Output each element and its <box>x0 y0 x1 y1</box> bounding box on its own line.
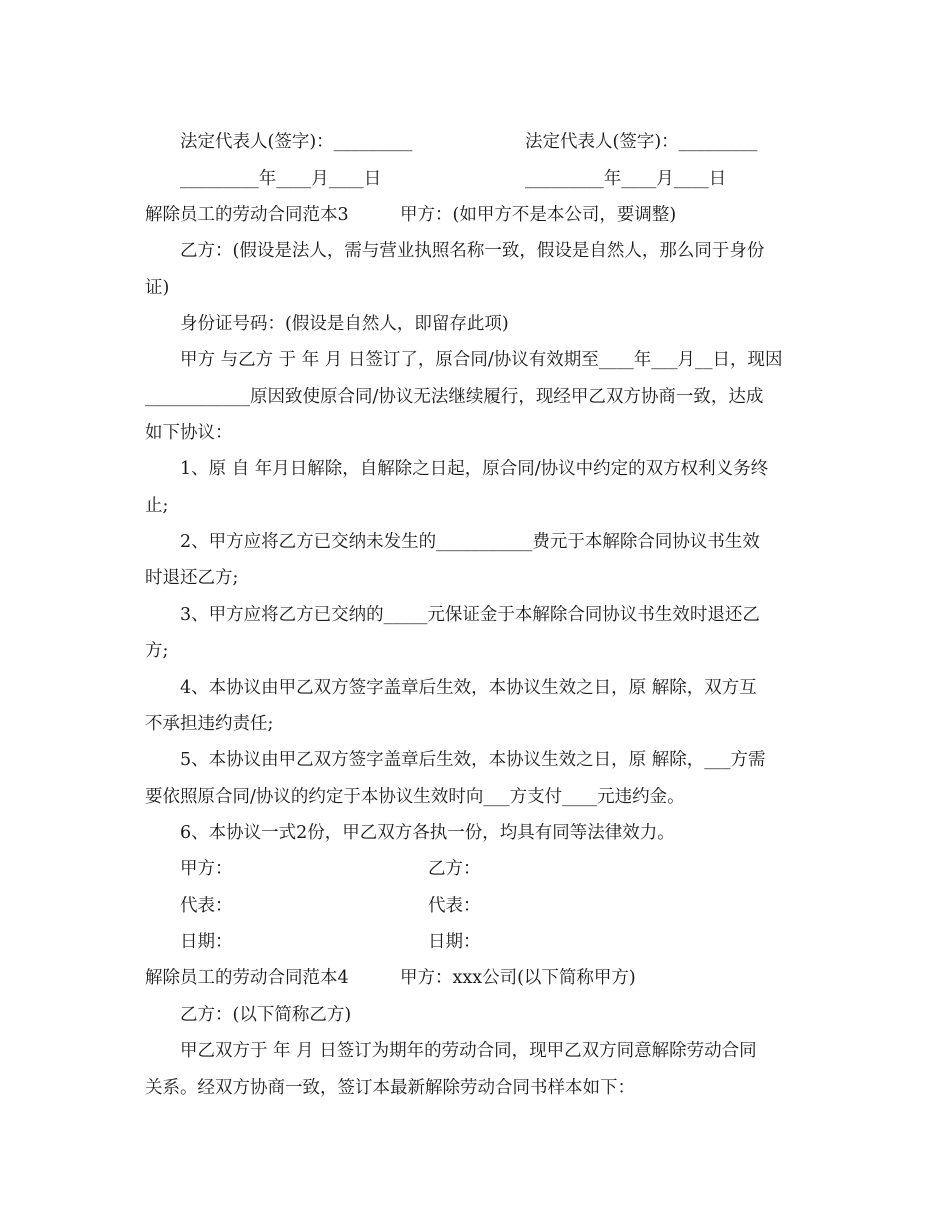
sample3-clause4-line1: 4、本协议由甲乙双方签字盖章后生效，本协议生效之日，原 解除，双方互 <box>180 678 757 698</box>
sample4-title: 解除员工的劳动合同范本4 <box>145 968 349 988</box>
sample3-clause2-line1: 2、甲方应将乙方已交纳未发生的___________费元于本解除合同协议书生效 <box>180 532 760 552</box>
sample3-intro-line2: ____________原因致使原合同/协议无法继续履行，现经甲乙双方协商一致，达成 <box>145 387 764 407</box>
sample3-clause5-line1: 5、本协议由甲乙双方签字盖章后生效，本协议生效之日，原 解除，___方需 <box>180 750 766 770</box>
left-signature-date: _________年____月____日 <box>180 169 382 189</box>
sample3-sign-party-a: 甲方： <box>180 859 233 879</box>
right-signature-date: _________年____月____日 <box>525 169 727 189</box>
sample3-clause2-line2: 时退还乙方; <box>145 568 239 588</box>
sample3-intro-line3: 如下协议： <box>145 423 233 443</box>
sample3-party-b-line2: 证) <box>145 278 170 298</box>
sample3-rep-b: 代表： <box>428 896 481 916</box>
sample3-rep-a: 代表： <box>180 896 233 916</box>
sample4-party-b: 乙方：(以下简称乙方) <box>180 1005 352 1025</box>
sample3-intro-line1: 甲方 与乙方 于 年 月 日签订了，原合同/协议有效期至____年___月__日，现因 <box>180 350 783 370</box>
sample3-party-a: 甲方：(如甲方不是本公司，要调整) <box>400 205 677 225</box>
right-legal-rep-signature: 法定代表人(签字)：_________ <box>525 132 758 152</box>
left-legal-rep-signature: 法定代表人(签字)：_________ <box>180 132 413 152</box>
sample3-clause1-line1: 1、原 自 年月日解除，自解除之日起，原合同/协议中约定的双方权利义务终 <box>180 459 769 479</box>
sample3-clause6: 6、本协议一式2份，甲乙双方各执一份，均具有同等法律效力。 <box>180 823 675 843</box>
sample3-party-b-line1: 乙方：(假设是法人，需与营业执照名称一致，假设是自然人，那么同于身份 <box>180 241 765 261</box>
sample3-title: 解除员工的劳动合同范本3 <box>145 205 349 225</box>
sample3-date-b: 日期： <box>428 932 481 952</box>
sample3-clause3-line2: 方; <box>145 641 169 661</box>
sample4-intro-line2: 关系。经双方协商一致，签订本最新解除劳动合同书样本如下： <box>145 1078 635 1098</box>
sample3-clause3-line1: 3、甲方应将乙方已交纳的_____元保证金于本解除合同协议书生效时退还乙 <box>180 605 760 625</box>
sample3-clause5-line2: 要依照原合同/协议的约定于本协议生效时向___方支付____元违约金。 <box>145 787 685 807</box>
sample3-sign-party-b: 乙方： <box>428 859 481 879</box>
sample3-clause4-line2: 不承担违约责任; <box>145 714 274 734</box>
sample4-party-a: 甲方：xxx公司(以下简称甲方) <box>400 968 636 988</box>
sample3-date-a: 日期： <box>180 932 233 952</box>
sample3-id-number: 身份证号码：(假设是自然人，即留存此项) <box>180 314 509 334</box>
sample4-intro-line1: 甲乙双方于 年 月 日签订为期年的劳动合同，现甲乙双方同意解除劳动合同 <box>180 1041 757 1061</box>
sample3-clause1-line2: 止; <box>145 496 169 516</box>
